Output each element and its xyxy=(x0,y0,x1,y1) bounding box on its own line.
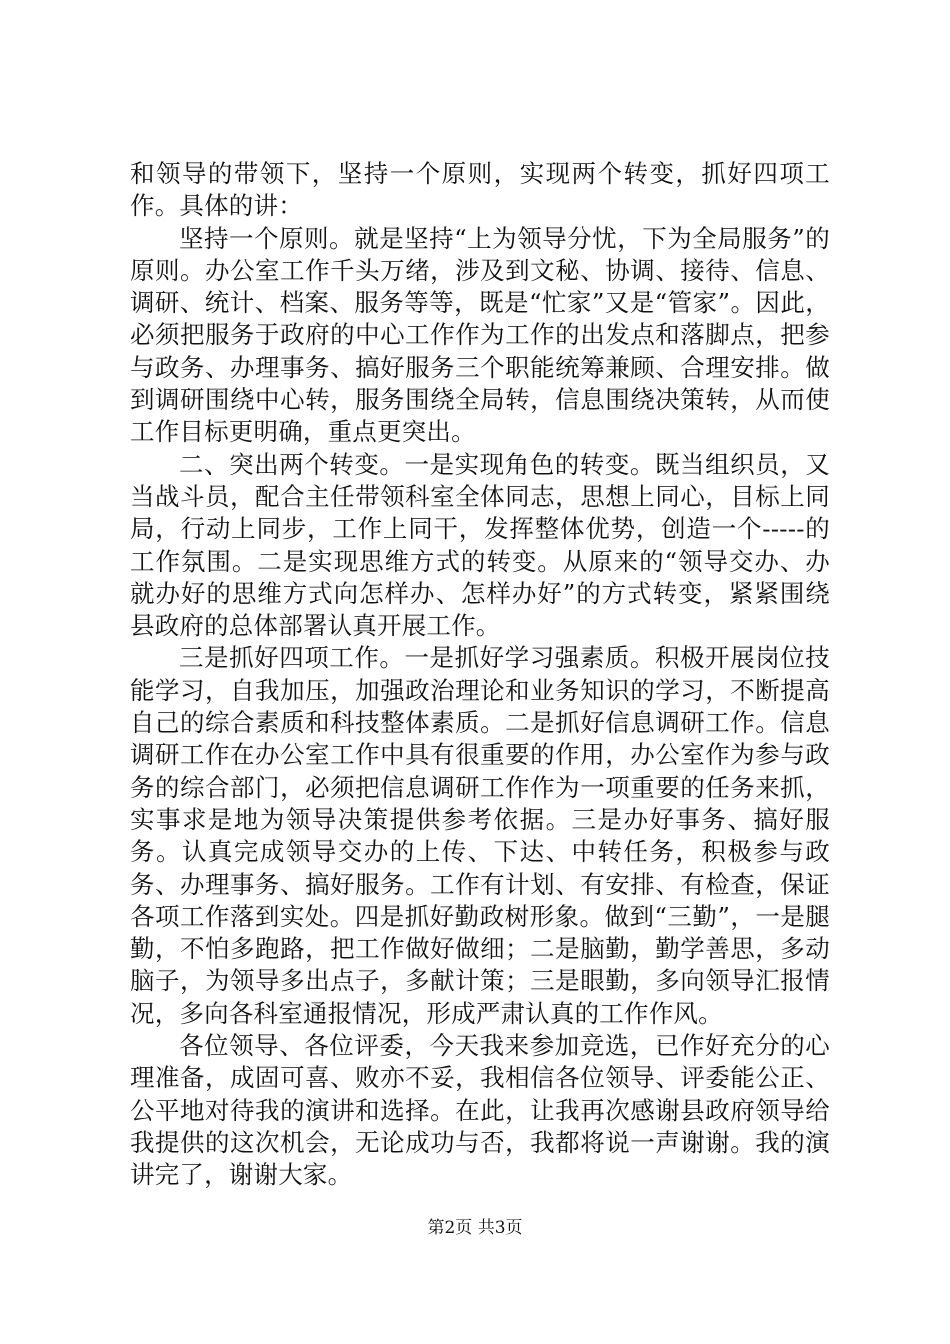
paragraph-principle: 坚持一个原则。就是坚持“上为领导分忧，下为全局服务”的原则。办公室工作千头万绪，涉及到文秘、协调、接待、信息、调研、统计、档案、服务等等，既是“忙家”又是“管家”。因此，必须把服务于政府的中心工作作为工作的出发点和落脚点，把参与政务、办理事务、搞好服务三个职能统筹兼顾、合理安排。做到调研围绕中心转，服务围绕全局转，信息围绕决策转，从而使工作目标更明确，重点更突出。 xyxy=(130,223,830,447)
paragraph-two-changes: 二、突出两个转变。一是实现角色的转变。既当组织员，又当战斗员，配合主任带领科室全体同志，思想上同心，目标上同局，行动上同步，工作上同干，发挥整体优势，创造一个-----的工作氛围。二是实现思维方式的转变。从原来的“领导交办、办就办好的思维方式向怎样办、怎样办好”的方式转变，紧紧围绕县政府的总体部署认真开展工作。 xyxy=(130,449,830,641)
page-number-footer: 第2页 共3页 xyxy=(427,1218,523,1238)
paragraph-closing: 各位领导、各位评委，今天我来参加竞选，已作好充分的心理准备，成固可喜、败亦不妥，我相信各位领导、评委能公正、公平地对待我的演讲和选择。在此，让我再次感谢县政府领导给我提供的这次机会，无论成功与否，我都将说一声谢谢。我的演讲完了，谢谢大家。 xyxy=(130,1031,830,1190)
paragraph-four-tasks: 三是抓好四项工作。一是抓好学习强素质。积极开展岗位技能学习，自我加压，加强政治理论和业务知识的学习，不断提高自己的综合素质和科技整体素质。二是抓好信息调研工作。信息调研工作在办公室工作中具有很重要的作用，办公室作为参与政务的综合部门，必须把信息调研工作作为一项重要的任务来抓，实事求是地为领导决策提供参考依据。三是办好事务、搞好服务。认真完成领导交办的上传、下达、中转任务，积极参与政务、办理事务、搞好服务。工作有计划、有安排、有检查，保证各项工作落到实处。四是抓好勤政树形象。做到“三勤”，一是腿勤，不怕多跑路，把工作做好做细；二是脑勤，勤学善思，多动脑子，为领导多出点子，多献计策；三是眼勤，多向领导汇报情况，多向各科室通报情况，形成严肃认真的工作作风。 xyxy=(130,643,830,1028)
paragraph-continuation: 和领导的带领下，坚持一个原则，实现两个转变，抓好四项工作。具体的讲： xyxy=(130,159,830,221)
document-body xyxy=(130,158,830,1192)
